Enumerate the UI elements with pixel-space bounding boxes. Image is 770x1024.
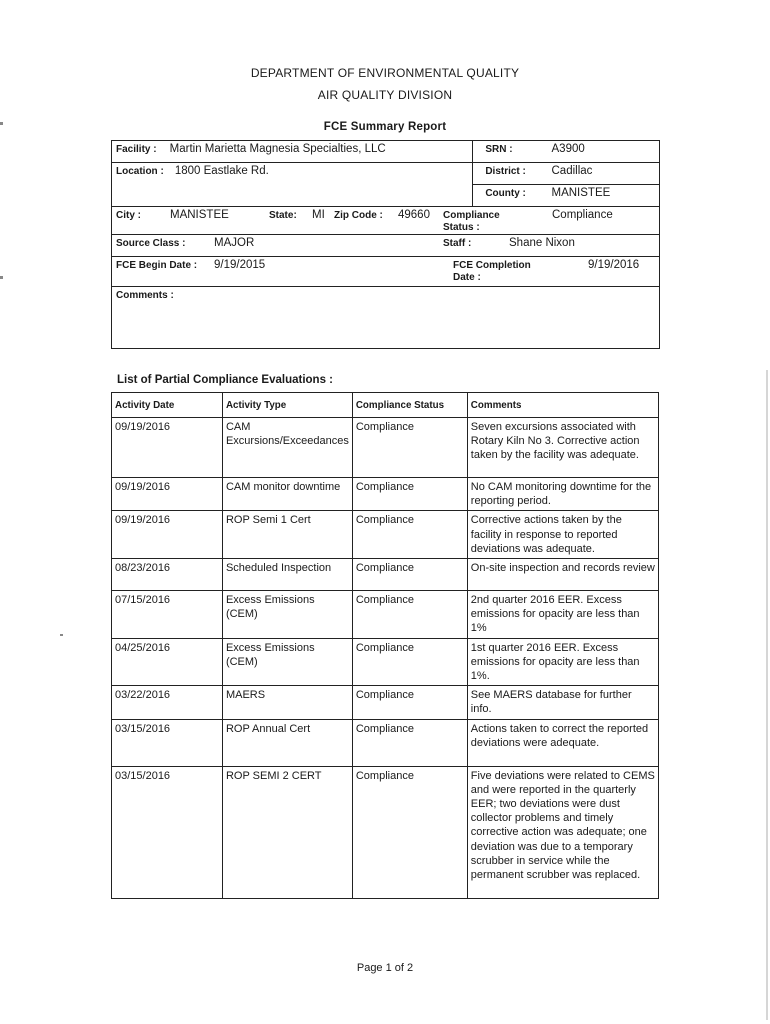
location-cell: [112, 163, 473, 207]
comments-row: [112, 287, 660, 349]
location-label: Location :: [116, 166, 164, 177]
row-date: 09/19/2016: [112, 478, 223, 511]
scan-speck: [0, 276, 3, 279]
scan-speck: [0, 122, 3, 125]
row-status: Compliance: [352, 418, 467, 478]
county-cell: [473, 185, 660, 207]
row-comments: Five deviations were related to CEMS and were reported in the quarterly EER; two deviations were dust collector problems and timely corrective action was adequate; one deviation was due to a temporary scrubber in service while the permanent scrubber was replaced.: [467, 766, 658, 898]
fce-completion-label: FCE Completion Date :: [453, 260, 531, 283]
row-date: 03/15/2016: [112, 766, 223, 898]
row-status: Compliance: [352, 478, 467, 511]
row-comments: Seven excursions associated with Rotary Kiln No 3. Corrective action taken by the facility was adequate.: [467, 418, 658, 478]
row-type: ROP Semi 1 Cert: [222, 511, 352, 559]
city-value: MANISTEE: [170, 209, 229, 221]
srn-value: A3900: [551, 143, 585, 155]
row-status: Compliance: [352, 511, 467, 559]
table-row: [112, 686, 659, 719]
row-comments: See MAERS database for further info.: [467, 686, 658, 719]
district-cell: [473, 163, 660, 185]
fce-dates-row: [112, 257, 660, 287]
table-row: [112, 638, 659, 686]
row-type: CAM Excursions/Exceedances: [222, 418, 352, 478]
row-comments: Actions taken to correct the reported deviations were adequate.: [467, 719, 658, 766]
table-row: [112, 591, 659, 639]
row-status: Compliance: [352, 766, 467, 898]
col-activity-date: Activity Date: [112, 393, 223, 418]
pce-header-row: [112, 393, 659, 418]
county-value: MANISTEE: [551, 187, 611, 199]
fce-summary-table: [111, 140, 660, 349]
compliance-status-label: Compliance Status :: [443, 210, 500, 233]
table-row: [112, 511, 659, 559]
table-row: [112, 418, 659, 478]
table-row: [112, 559, 659, 591]
source-class-row: [112, 235, 660, 257]
row-type: ROP SEMI 2 CERT: [222, 766, 352, 898]
srn-label: SRN :: [485, 144, 513, 155]
row-status: Compliance: [352, 559, 467, 591]
facility-value: Martin Marietta Magnesia Specialties, LLC: [169, 143, 386, 155]
state-label: State:: [269, 210, 297, 221]
fce-completion-value: 9/19/2016: [588, 259, 640, 271]
district-label: District :: [485, 166, 526, 177]
staff-value: Shane Nixon: [509, 237, 575, 249]
col-activity-type: Activity Type: [222, 393, 352, 418]
srn-cell: [473, 141, 660, 163]
zip-label: Zip Code :: [334, 210, 383, 221]
col-compliance-status: Compliance Status: [352, 393, 467, 418]
city-row: [112, 207, 660, 235]
row-date: 03/22/2016: [112, 686, 223, 719]
row-status: Compliance: [352, 591, 467, 639]
city-label: City :: [116, 210, 141, 221]
pce-section-title: List of Partial Compliance Evaluations :: [117, 374, 333, 386]
state-value: MI: [312, 209, 325, 221]
comments-label: Comments :: [116, 290, 174, 301]
county-label: County :: [485, 188, 526, 199]
row-type: Scheduled Inspection: [222, 559, 352, 591]
row-type: CAM monitor downtime: [222, 478, 352, 511]
district-value: Cadillac: [551, 165, 593, 177]
row-type: MAERS: [222, 686, 352, 719]
row-status: Compliance: [352, 686, 467, 719]
fce-begin-label: FCE Begin Date :: [116, 260, 198, 271]
staff-label: Staff :: [443, 238, 472, 249]
compliance-status-value: Compliance: [552, 209, 613, 221]
row-type: ROP Annual Cert: [222, 719, 352, 766]
row-date: 03/15/2016: [112, 719, 223, 766]
row-status: Compliance: [352, 638, 467, 686]
row-comments: Corrective actions taken by the facility in response to reported deviations was adequate.: [467, 511, 658, 559]
report-title: FCE Summary Report: [323, 121, 447, 133]
row-comments: 2nd quarter 2016 EER. Excess emissions for opacity are less than 1%: [467, 591, 658, 639]
scan-edge-shadow: [766, 370, 768, 1020]
row-date: 08/23/2016: [112, 559, 223, 591]
table-row: [112, 478, 659, 511]
row-comments: On-site inspection and records review: [467, 559, 658, 591]
row-type: Excess Emissions (CEM): [222, 638, 352, 686]
source-class-value: MAJOR: [214, 237, 255, 249]
facility-label: Facility :: [116, 144, 157, 155]
zip-value: 49660: [398, 209, 430, 221]
pce-table: [111, 392, 659, 899]
row-comments: 1st quarter 2016 EER. Excess emissions for opacity are less than 1%.: [467, 638, 658, 686]
fce-begin-value: 9/19/2015: [214, 259, 266, 271]
page-number: Page 1 of 2: [356, 962, 414, 974]
row-date: 04/25/2016: [112, 638, 223, 686]
row-date: 09/19/2016: [112, 511, 223, 559]
col-comments: Comments: [467, 393, 658, 418]
row-type: Excess Emissions (CEM): [222, 591, 352, 639]
location-value: 1800 Eastlake Rd.: [174, 165, 269, 177]
division-heading: AIR QUALITY DIVISION: [317, 88, 453, 102]
scan-speck: [60, 634, 63, 636]
row-comments: No CAM monitoring downtime for the reporting period.: [467, 478, 658, 511]
source-class-label: Source Class :: [116, 238, 186, 249]
table-row: [112, 719, 659, 766]
table-row: [112, 766, 659, 898]
facility-cell: [112, 141, 473, 163]
row-status: Compliance: [352, 719, 467, 766]
row-date: 09/19/2016: [112, 418, 223, 478]
department-heading: DEPARTMENT OF ENVIRONMENTAL QUALITY: [250, 66, 520, 80]
row-date: 07/15/2016: [112, 591, 223, 639]
